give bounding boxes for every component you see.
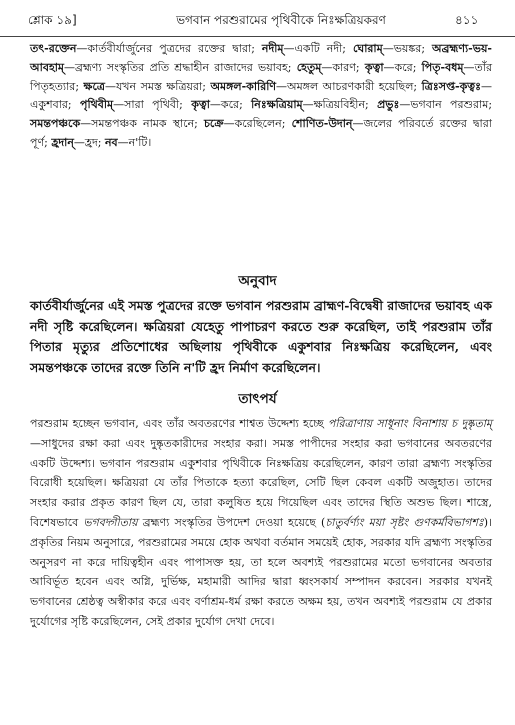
purport-text: )। প্রকৃতির নিয়ম অনুসারে, পরশুরামের সময়ে হোক অথবা বর্তমান সময়েই হোক, সরকার যদি ব্রহ্মণ্য সংস্কৃতির অনুসরণ না করে দায়িত্বহীন এবং পাপাসক্ত হয়, তা হলে অবশ্যই পরশুরামের মতো ভগবানের অবতার আবির্ভূত হবেন এবং অগ্নি, দুর্ভিক্ষ, মহামারী আদির দ্বারা ধ্বংসকার্য সম্পাদন করবেন। সরকার যখনই ভগবানের শ্রেষ্ঠত্ব অস্বীকার করে এবং বর্ণাশ্রম-ধর্ম রক্ষা করতে অক্ষম হয়, তখন অবশ্যই পরশুরাম যে প্রকার দুর্যোগের সৃষ্টি করেছিলেন, সেই প্রকার দুর্যোগ দেখা দেবে। <box>30 515 492 628</box>
synonym-word: কৃত্বা <box>364 60 384 74</box>
synonym-word: নদীম্ <box>261 42 284 55</box>
synonym-meaning: —জলের পরিবর্তে রক্তের দ্বারা পূর্ণ; <box>30 117 492 149</box>
synonyms-paragraph <box>30 40 492 153</box>
synonym-meaning: —তাঁর পিতৃহত্যার; <box>30 60 492 93</box>
synonym-word: পৃথিবীম্ <box>79 98 114 112</box>
synonym-meaning: —ভগবান পরশুরাম; <box>399 98 493 112</box>
synonym-word: ক্ষত্রে <box>83 79 105 93</box>
purport-text: ব্রহ্মণ্য সংস্কৃতির উপদেশ দেওয়া হয়েছে ( <box>137 515 326 529</box>
synonym-word: সমন্তপঞ্চকে <box>30 117 81 131</box>
purport-quote: পরিত্রাণায় সাধূনাং বিনাশায় চ দুষ্কৃতাম্ <box>327 417 493 430</box>
translation-text: কার্তবীর্যার্জুনের এই সমস্ত পুত্রদের রক্তে ভগবান পরশুরাম ব্রাহ্মণ-বিদ্বেষী রাজাদের ভয়াবহ এক নদী সৃষ্টি করেছিলেন। ক্ষত্রিয়রা যেহেতু পাপাচরণ করতে শুরু করেছিল, তাই পরশুরাম তাঁর পিতার মৃত্যুর প্রতিশোধের অছিলায় পৃথিবীকে একুশবার নিঃক্ষত্রিয় করেছিলেন, এবং সমন্তপঞ্চকে তাদের রক্তে তিনি ন'টি হ্রদ নির্মাণ করেছিলেন। <box>30 298 492 375</box>
synonym-word: হেতুম্ <box>296 60 322 74</box>
header-divider <box>0 36 515 37</box>
synonym-word: ঘোরাম্ <box>352 42 383 55</box>
synonym-meaning: —কারণ; <box>321 60 365 74</box>
synonym-word: অমঙ্গল-কারিণি <box>210 79 277 93</box>
synonym-meaning: —সারা পৃথিবী; <box>113 98 192 112</box>
synonym-word: কৃত্বা <box>191 98 210 112</box>
synonym-meaning: —করে; <box>383 60 422 74</box>
page-number: ৪১১ <box>455 13 479 27</box>
synonym-word: চক্রে <box>204 117 224 131</box>
synonym-meaning: —একটি নদী; <box>283 42 353 55</box>
purport-text: পরশুরাম হচ্ছেন ভগবান, এবং তাঁর অবতরণের শাশ্বত উদ্দেশ্য হচ্ছে <box>30 417 328 430</box>
synonym-meaning: —ব্রহ্মণ্য সংস্কৃতির প্রতি শ্রদ্ধাহীন রাজাদের ভয়াবহ; <box>64 60 297 74</box>
synonym-word: নিঃক্ষত্রিয়াম্ <box>251 98 303 112</box>
synonym-word: পিতৃ-বধম্ <box>421 60 464 74</box>
purport-paragraph <box>30 414 492 632</box>
synonym-word: শোণিত-উদান্ <box>291 117 353 131</box>
verse-reference: শ্লোক ১৯] <box>28 13 77 27</box>
purport-text: —সাধুদের রক্ষা করা এবং দুষ্কৃতকারীদের সংহার করা। সমস্ত পাপীদের সংহার করা ভগবানের অবতরণের একটি উদ্দেশ্য। ভগবান পরশুরাম একুশবার পৃথিবীকে নিঃক্ষত্রিয় করেছিলেন, কারণ তারা ব্রহ্মণ্য সংস্কৃতির বিরোধী হয়েছিল। ক্ষত্রিয়রা যে তাঁর পিতাকে হত্যা করেছিল, সেটি ছিল কেবল একটি অজুহাত। তাদের সংহার করার প্রকৃত কারণ ছিল যে, তারা কলুষিত হয়ে গিয়েছিল এবং তাদের স্থিতি অশুভ ছিল। শাস্ত্রে, বিশেষভাবে <box>30 436 492 529</box>
synonym-meaning: —ন'টি। <box>117 135 152 149</box>
synonym-meaning: —ক্ষত্রিয়বিহীন; <box>302 98 378 112</box>
synonym-word: ত্রিঃসপ্ত-কৃত্বঃ <box>421 79 481 93</box>
synonym-meaning: —ভয়ঙ্কর; <box>382 42 433 55</box>
purport-heading: তাৎপর্য <box>238 391 277 407</box>
synonym-meaning: —একুশবার; <box>30 79 492 112</box>
synonym-word: নব <box>104 135 118 149</box>
synonym-meaning: —যখন সমস্ত ক্ষত্রিয়রা; <box>104 79 211 93</box>
purport-quote: ভগবদ্গীতায় <box>83 515 138 529</box>
synonym-word: প্রভুঃ <box>377 98 400 112</box>
synonym-meaning: —সমন্তপঞ্চক নামক স্থানে; <box>80 117 204 131</box>
synonym-meaning: —অমঙ্গল আচরণকারী হয়েছিল; <box>276 79 422 93</box>
purport-quote: চাতুর্বর্ণ্যং ময়া সৃষ্টং গুণকর্মবিভাগশঃ <box>325 515 484 529</box>
synonym-word: অব্রহ্মণ্য-ভয়-আবহাম্ <box>30 42 492 74</box>
synonym-meaning: —করে; <box>209 98 252 112</box>
synonym-word: তৎ-রক্তেন <box>30 42 77 55</box>
synonym-meaning: —করেছিলেন; <box>223 117 292 131</box>
synonym-meaning: —হ্রদ; <box>73 135 105 149</box>
synonym-word: হ্রদান্ <box>51 135 74 149</box>
running-header <box>0 10 515 32</box>
chapter-title: ভগবান পরশুরামের পৃথিবীকে নিঃক্ষত্রিয়করণ <box>176 13 386 27</box>
synonym-meaning: —কার্তবীর্যার্জুনের পুত্রদের রক্তের দ্বারা; <box>76 42 262 55</box>
translation-heading: অনুবাদ <box>238 273 277 289</box>
